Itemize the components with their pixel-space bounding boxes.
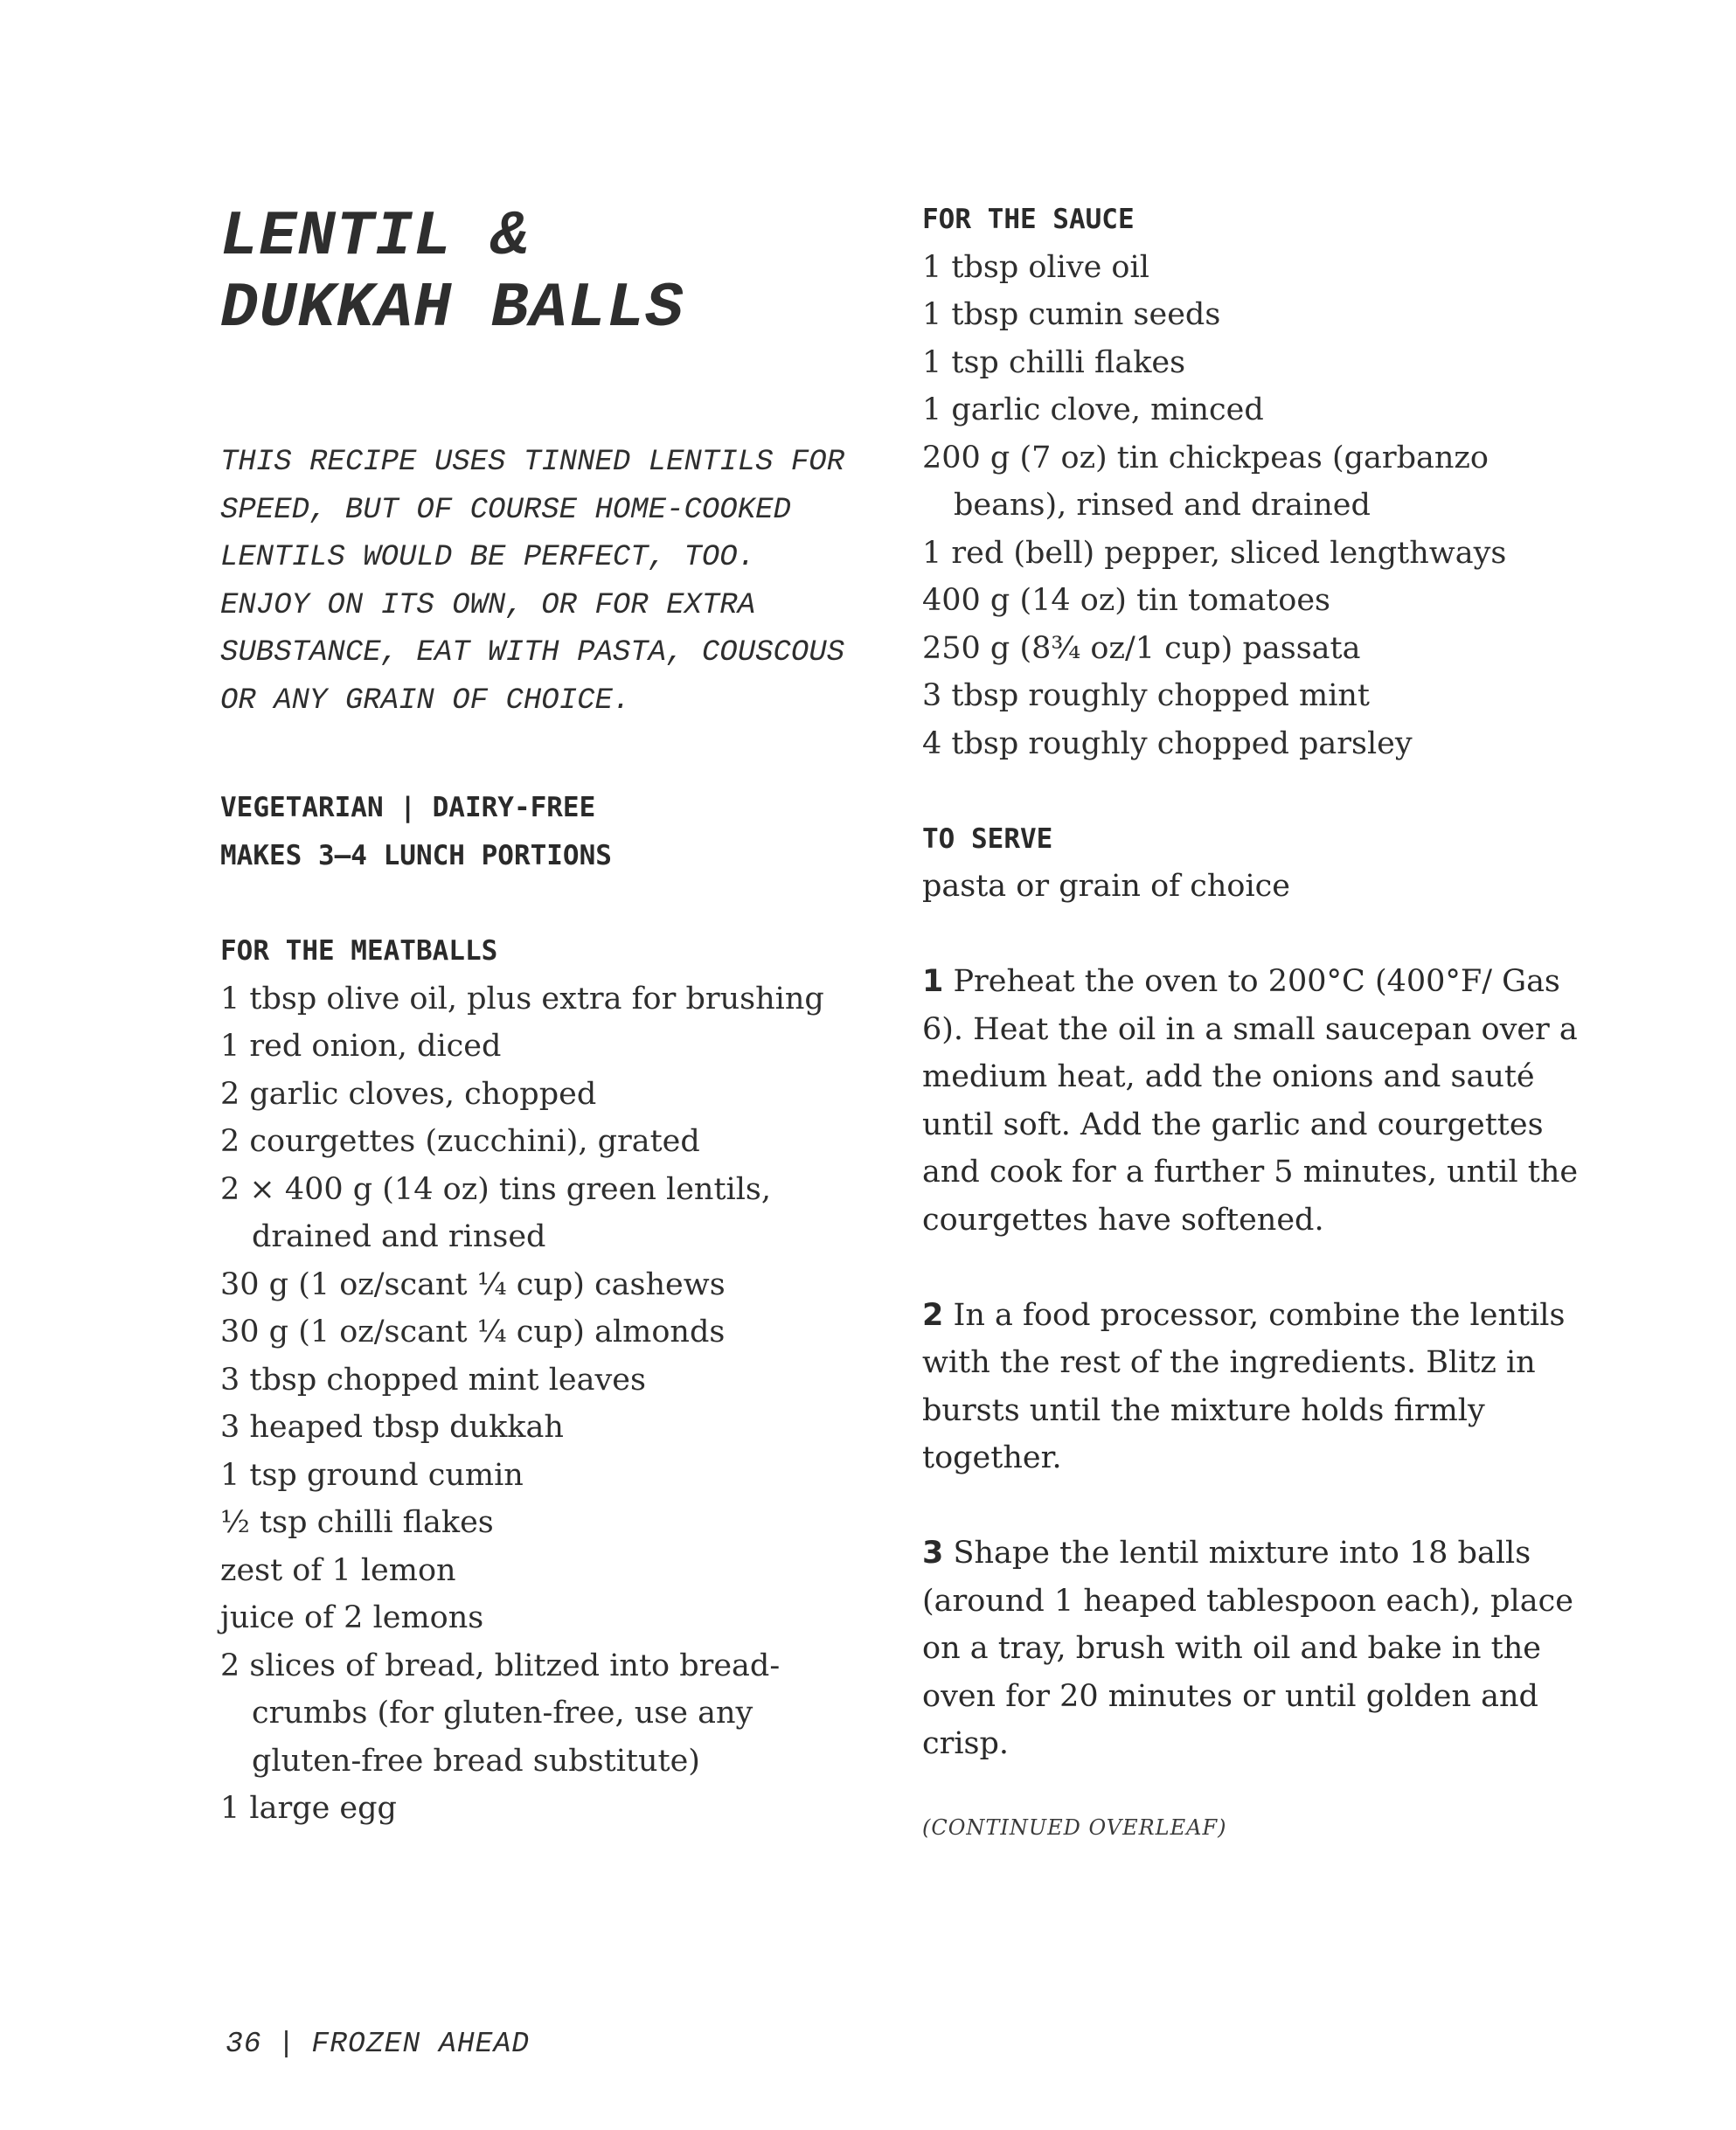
- ingredient-item: 2 courgettes (zucchini), grated: [220, 1124, 700, 1159]
- step-number: 1: [922, 964, 944, 999]
- ingredient-item: 2 × 400 g (14 oz) tins green lentils, drained and rinsed: [220, 1171, 772, 1254]
- sauce-heading: FOR THE SAUCE: [922, 204, 1135, 235]
- ingredient-item: juice of 2 lemons: [220, 1600, 484, 1635]
- meatballs-heading: FOR THE MEATBALLS: [220, 935, 498, 967]
- step-number: 3: [922, 1536, 944, 1571]
- method-step: [922, 958, 1587, 1244]
- ingredient-item: 3 tbsp roughly chopped mint: [922, 678, 1370, 713]
- title-line-2: DUKKAH BALLS: [220, 273, 684, 344]
- ingredient-item: 4 tbsp roughly chopped parsley: [922, 725, 1413, 761]
- ingredient-item: 250 g (8¾ oz/1 cup) passata: [922, 630, 1361, 666]
- ingredient-item: 200 g (7 oz) tin chickpeas (garbanzo beans), rinsed and drained: [922, 440, 1489, 523]
- ingredient-item: 1 large egg: [220, 1791, 397, 1826]
- step-text: Preheat the oven to 200°C (400°F/ Gas 6). Heat the oil in a small saucepan over a medium heat, add the onions and sauté until soft. Add the garlic and courgettes and cook for a further 5 minutes, until the courgettes have softened.: [922, 964, 1579, 1238]
- ingredient-item: 30 g (1 oz/scant ¼ cup) almonds: [220, 1315, 726, 1349]
- ingredient-item: 400 g (14 oz) tin tomatoes: [922, 583, 1330, 618]
- ingredient-item: 3 tbsp chopped mint leaves: [220, 1362, 646, 1398]
- ingredient-item: 2 garlic cloves, chopped: [220, 1076, 597, 1112]
- recipe-intro: THIS RECIPE USES TINNED LENTILS FOR SPEED, BUT OF COURSE HOME-COOKED LENTILS WOULD BE PERFECT, TOO. ENJOY ON ITS OWN, OR FOR EXTRA SUBSTANCE, EAT WITH PASTA, COUSCOUS OR ANY GRAIN OF CHOICE.: [220, 446, 845, 718]
- page-footer: [226, 2028, 530, 2060]
- title-line-1: LENTIL &: [220, 201, 530, 273]
- sauce-ingredient-list: [922, 244, 1604, 768]
- recipe-meta: [220, 784, 867, 879]
- ingredient-item: 1 tsp ground cumin: [220, 1457, 524, 1493]
- section-name: FROZEN AHEAD: [311, 2028, 531, 2060]
- ingredient-item: ½ tsp chilli flakes: [220, 1505, 494, 1540]
- left-column: [220, 175, 867, 1833]
- ingredient-item: 1 tbsp cumin seeds: [922, 297, 1221, 332]
- ingredient-item: 1 red onion, diced: [220, 1029, 502, 1064]
- step-text: Shape the lentil mixture into 18 balls (around 1 heaped tablespoon each), place on a tray, brush with oil and bake in the oven for 20 minutes or until golden and crisp.: [922, 1536, 1573, 1761]
- ingredient-item: 3 heaped tbsp dukkah: [220, 1410, 564, 1445]
- step-text: In a food processor, combine the lentils with the rest of the ingredients. Blitz in bursts until the mixture holds firmly together.: [922, 1297, 1566, 1475]
- yield-label: MAKES 3–4 LUNCH PORTIONS: [220, 839, 612, 871]
- diet-label: VEGETARIAN | DAIRY-FREE: [220, 792, 596, 823]
- ingredient-item: 1 red (bell) pepper, sliced lengthways: [922, 535, 1507, 571]
- ingredient-item: 1 tbsp olive oil: [922, 249, 1149, 285]
- serve-heading: TO SERVE: [922, 822, 1053, 855]
- right-column: [922, 196, 1604, 1840]
- method-step: [922, 1530, 1587, 1768]
- footer-separator: |: [277, 2028, 296, 2060]
- ingredient-item: 1 garlic clove, minced: [922, 392, 1264, 427]
- ingredient-item: 1 tsp chilli flakes: [922, 344, 1186, 380]
- method-step: [922, 1292, 1587, 1482]
- page-number: 36: [226, 2028, 262, 2060]
- step-number: 2: [922, 1297, 944, 1333]
- continued-overleaf-note: (CONTINUED OVERLEAF): [922, 1814, 1227, 1840]
- ingredient-item: 1 tbsp olive oil, plus extra for brushing: [220, 981, 824, 1016]
- ingredient-item: 2 slices of bread, blitzed into bread-crumbs (for gluten-free, use any gluten-free bread substitute): [220, 1648, 781, 1779]
- ingredient-item: zest of 1 lemon: [220, 1552, 456, 1588]
- ingredient-item: 30 g (1 oz/scant ¼ cup) cashews: [220, 1266, 726, 1302]
- recipe-title: [220, 201, 867, 344]
- meatballs-ingredient-list: [220, 975, 867, 1833]
- serve-text: pasta or grain of choice: [922, 869, 1290, 904]
